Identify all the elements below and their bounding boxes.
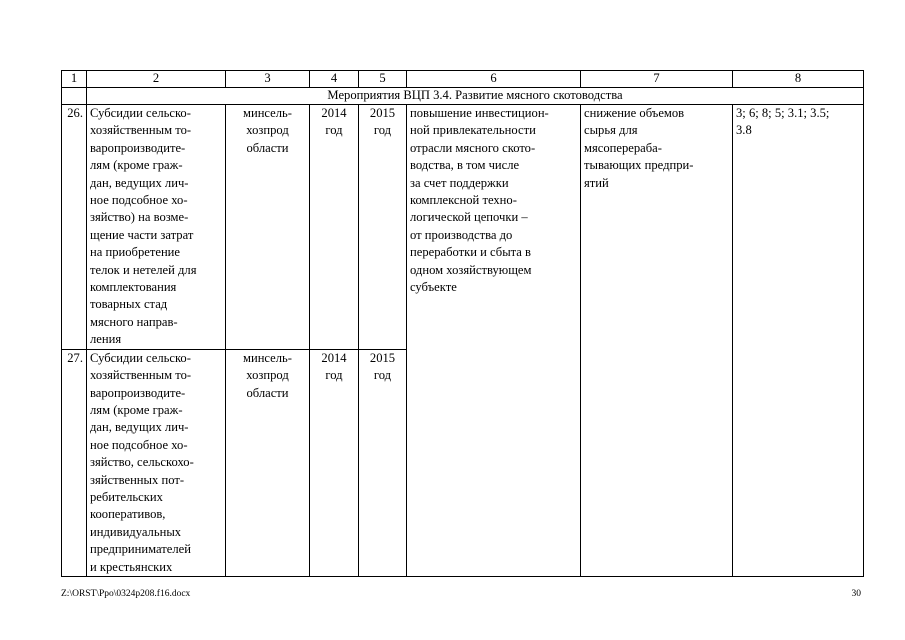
end-year-cell: 2015 год: [359, 105, 407, 350]
header-col-2: 2: [87, 71, 226, 88]
header-col-7: 7: [581, 71, 733, 88]
header-row: [62, 71, 864, 88]
document-table: [61, 70, 864, 577]
executor-cell: минсель- хозпрод области: [226, 349, 310, 576]
section-empty-cell: [62, 88, 87, 105]
end-year-cell: 2015 год: [359, 349, 407, 576]
executor-cell: минсель- хозпрод области: [226, 105, 310, 350]
consequence-cell: снижение объемов сырья для мясоперераба- тывающих предпри- ятий: [581, 105, 733, 577]
measure-cell: Субсидии сельско- хозяйственным то- варопроизводите- лям (кроме граж- дан, ведущих лич- ное подсобное хо- зяйство, сельскохо- зяйственных пот- ребительских кооперативов, индивидуальных предпринимателей и крестьянских: [87, 349, 226, 576]
header-col-3: 3: [226, 71, 310, 88]
measure-cell: Субсидии сельско- хозяйственным то- варопроизводите- лям (кроме граж- дан, ведущих лич- ное подсобное хо- зяйство) на возме- щение части затрат на приобретение телок и нетелей для комплектования товарных стад мясного направ- ления: [87, 105, 226, 350]
header-col-1: 1: [62, 71, 87, 88]
result-cell: повышение инвестицион- ной привлекательности отрасли мясного ското- водства, в том числе за счет поддержки комплексной техно- логической цепочки – от производства до переработки и сбыта в одном хозяйствующем субъекте: [407, 105, 581, 577]
header-col-5: 5: [359, 71, 407, 88]
header-col-4: 4: [310, 71, 359, 88]
row-number: 26.: [62, 105, 87, 350]
page-number: 30: [851, 589, 861, 599]
row-number: 27.: [62, 349, 87, 576]
table-row: [62, 105, 864, 350]
header-col-8: 8: [733, 71, 864, 88]
header-col-6: 6: [407, 71, 581, 88]
file-path: Z:\ORST\Ppo\0324p208.f16.docx: [61, 589, 191, 599]
section-title: Мероприятия ВЦП 3.4. Развитие мясного скотоводства: [87, 88, 864, 105]
links-cell: 3; 6; 8; 5; 3.1; 3.5; 3.8: [733, 105, 864, 577]
section-row: [62, 88, 864, 105]
start-year-cell: 2014 год: [310, 105, 359, 350]
start-year-cell: 2014 год: [310, 349, 359, 576]
